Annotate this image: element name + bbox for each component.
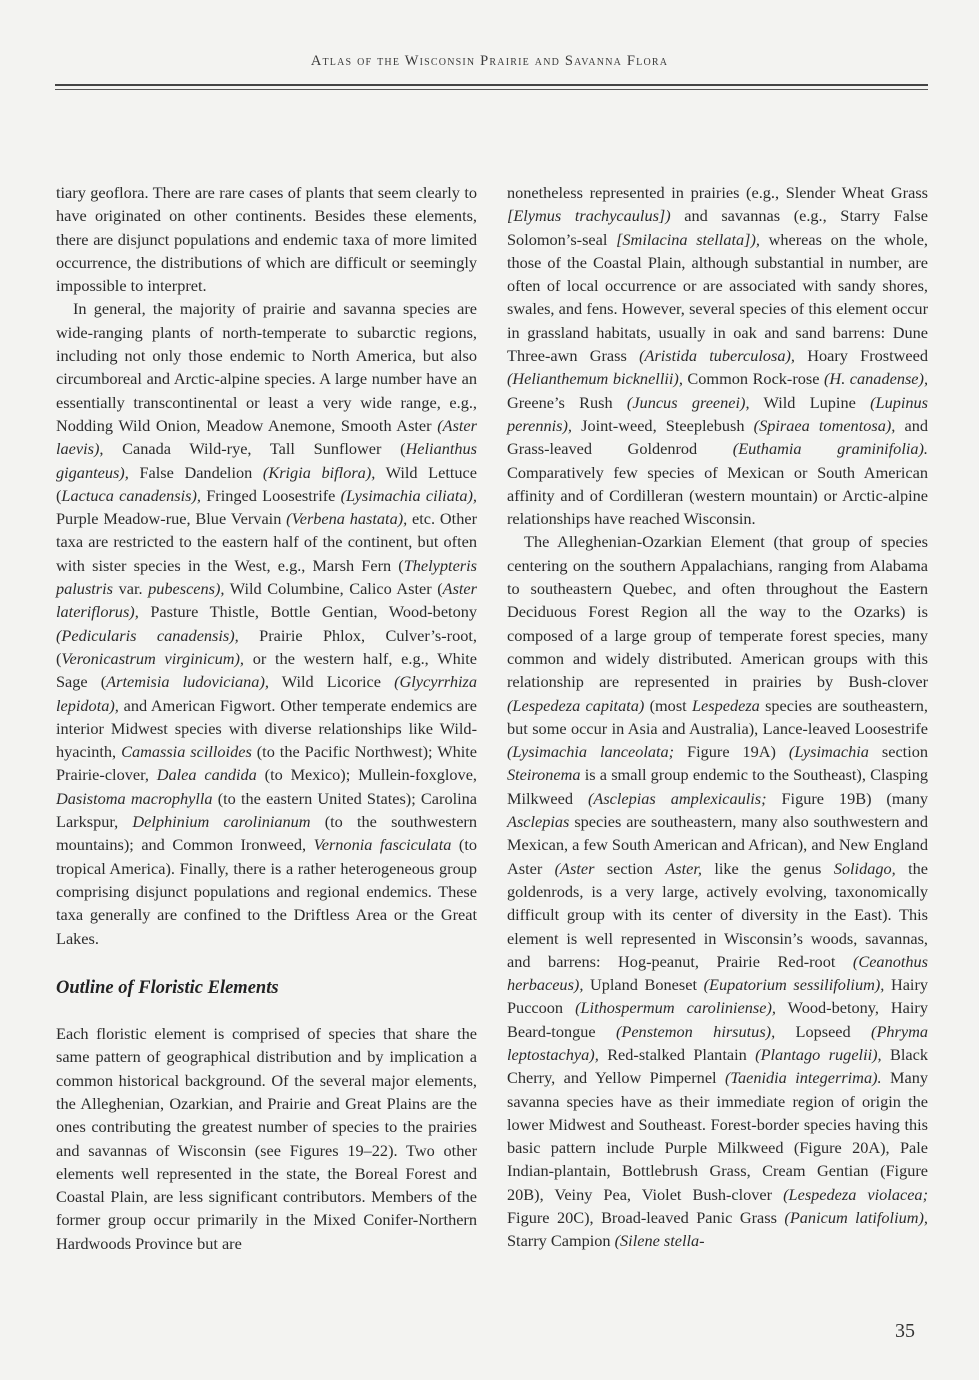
right-paragraph-1: nonetheless represented in prairies (e.g., Slender Wheat Grass [Elymus trachycaulus]) and savannas (e.g., Starry False Solomon’s-seal [Smilacina stellata]), whereas on the whole, those of the Coastal Plain, although substantial in number, are often of local occurrence or are associated with sandy shores, swales, and fens. However, several species of this element occur in grassland habitats, usually in oak and sand barrens: Dune Three-awn Grass (Aristida tuberculosa), Hoary Frostweed (Helianthemum bicknellii), Common Rock-rose (H. canadense), Greene’s Rush (Juncus greenei), Wild Lupine (Lupinus perennis), Joint-weed, Steeplebush (Spiraea tomentosa), and Grass-leaved Goldenrod (Euthamia graminifolia). Comparatively few species of Mexican or South American affinity and of Cordilleran (western mountain) or Arctic-alpine relationships have reached Wisconsin. bbox=[507, 183, 929, 529]
section-heading: Outline of Floristic Elements bbox=[56, 977, 279, 998]
header-rule-thin bbox=[55, 89, 928, 90]
left-paragraph-3: Each floristic element is comprised of species that share the same pattern of geographical distribution and by implication a common historical background. Of the several major elements, the Alleghenian, Ozarkian, and Prairie and Great Plains are the ones contributing the greatest number of species to the prairies and savannas of Wisconsin (see Figures 19–22). Two other elements well represented in the state, the Boreal Forest and Coastal Plain, are less significant contributors. Members of the former group occur primarily in the Mixed Conifer-Northern Hardwoods Province but are bbox=[56, 1024, 477, 1253]
header-rule-thick bbox=[55, 84, 928, 86]
running-head: Atlas of the Wisconsin Prairie and Savanna Flora bbox=[310, 53, 669, 69]
page-number: 35 bbox=[895, 1320, 915, 1342]
left-paragraph-2: In general, the majority of prairie and savanna species are wide-ranging plants of north-temperate to subarctic regions, including not only those endemic to North America, but also circumboreal and Arctic-alpine species. A large number have an essentially transcontinental or least a very wide range, e.g., Nodding Wild Onion, Meadow Anemone, Smooth Aster (Aster laevis), Canada Wild-rye, Tall Sunflower (Helianthus giganteus), False Dandelion (Krigia biflora), Wild Lettuce (Lactuca canadensis), Fringed Loosestrife (Lysimachia ciliata), Purple Meadow-rue, Blue Vervain (Verbena hastata), etc. Other taxa are restricted to the eastern half of the continent, but often with sister species in the West, e.g., Marsh Fern (Thelypteris palustris var. pubescens), Wild Columbine, Calico Aster (Aster lateriflorus), Pasture Thistle, Bottle Gentian, Wood-betony (Pedicularis canadensis), Prairie Phlox, Culver’s-root, (Veronicastrum virginicum), or the western half, e.g., White Sage (Artemisia ludoviciana), Wild Licorice (Glycyrrhiza lepidota), and American Figwort. Other temperate endemics are interior Midwest species with diverse relationships like Wild-hyacinth, Camassia scilloides (to the Pacific Northwest); White Prairie-clover, Dalea candida (to Mexico); Mullein-foxglove, Dasistoma macrophylla (to the eastern United States); Carolina Larkspur, Delphinium carolinianum (to the southwestern mountains); and Common Ironweed, Vernonia fasciculata (to tropical America). Finally, there is a rather heterogeneous group comprising disjunct populations and regional endemics. These taxa generally are confined to the Driftless Area or the Great Lakes. bbox=[56, 299, 478, 948]
left-column bbox=[56, 181, 477, 1255]
right-column bbox=[507, 181, 928, 1253]
right-paragraph-2: The Alleghenian-Ozarkian Element (that group of species centering on the southern Appalachians, ranging from Alabama to southeastern Quebec, and often throughout the Eastern Deciduous Forest Region all the way to the Ozarks) is composed of a large group of temperate forest species, many common and widely distributed. American groups with this relationship are represented in prairies by Bush-clover (Lespedeza capitata) (most Lespedeza species are southeastern, but some occur in Asia and Australia), Lance-leaved Loosestrife (Lysimachia lanceolata; Figure 19A) (Lysimachia section Steironema is a small group endemic to the Southeast), Clasping Milkweed (Asclepias amplexicaulis; Figure 19B) (many Asclepias species are southeastern, many also southwestern and Mexican, a few South American and African), and New England Aster (Aster section Aster, like the genus Solidago, the goldenrods, is a very large, actively evolving, taxonomically difficult group with its center of diversity in the East). This element is well represented in Wisconsin’s woods, savannas, and barrens: Hog-peanut, Prairie Red-root (Ceanothus herbaceus), Upland Boneset (Eupatorium sessilifolium), Hairy Puccoon (Lithospermum caroliniense), Wood-betony, Hairy Beard-tongue (Penstemon hirsutus), Lopseed (Phryma leptostachya), Red-stalked Plantain (Plantago rugelii), Black Cherry, and Yellow Pimpernel (Taenidia integerrima). Many savanna species have as their immediate region of origin the lower Midwest and Southeast. Forest-border species having this basic pattern include Purple Milkweed (Figure 20A), Pale Indian-plantain, Bottlebrush Grass, Cream Gentian (Figure 20B), Veiny Pea, Violet Bush-clover (Lespedeza violacea; Figure 20C), Broad-leaved Panic Grass (Panicum latifolium), Starry Campion (Silene stella- bbox=[507, 532, 929, 1251]
left-paragraph-1: tiary geoflora. There are rare cases of plants that seem clearly to have originated on other continents. Besides these elements, there are disjunct populations and endemic taxa of more limited occurrence, the distributions of which are difficult or seemingly impossible to interpret. bbox=[56, 183, 477, 296]
